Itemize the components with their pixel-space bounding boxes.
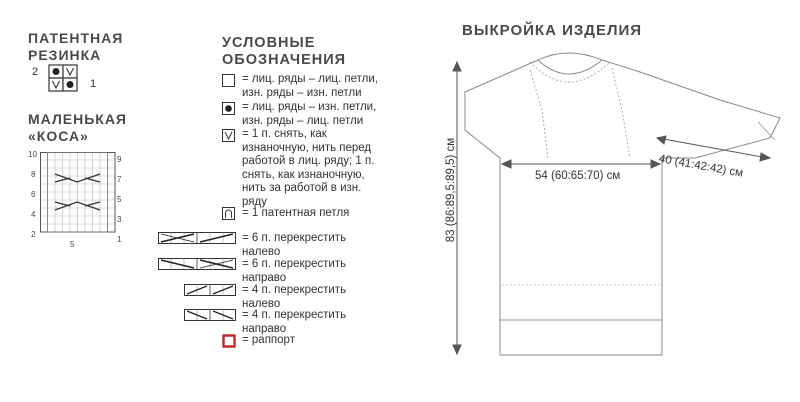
- legend-item-text: [242, 284, 346, 311]
- legend-item-text: [242, 258, 346, 285]
- legend-item-text: [242, 232, 346, 259]
- legend-title-line2: ОБОЗНАЧЕНИЯ: [222, 52, 347, 68]
- legend-line: направо: [242, 322, 287, 335]
- row-number: 6: [31, 190, 36, 199]
- legend-item-text: [242, 207, 349, 221]
- cross-4-left-icon: [184, 284, 236, 296]
- legend-line: нить за работой в изн.: [242, 182, 362, 194]
- cross-6-right-icon: [158, 258, 236, 270]
- row-number: 4: [31, 210, 36, 219]
- dot-square-icon: [222, 102, 235, 115]
- row-number: 3: [117, 215, 122, 224]
- legend-line: = 4 п. перекрестить: [242, 284, 347, 296]
- small-cable-title: [28, 111, 127, 145]
- small-cable-chart: [40, 152, 116, 236]
- legend-line: = лиц. ряды – лиц. петли,: [242, 73, 378, 85]
- repeat-square-icon: [222, 334, 236, 348]
- small-cable-title-line1: МАЛЕНЬКАЯ: [28, 111, 127, 127]
- row-number: 9: [117, 155, 122, 164]
- arch-square-icon: [222, 207, 235, 220]
- legend-line: ряду: [242, 195, 267, 208]
- legend-line: = 6 п. перекрестить: [242, 232, 347, 244]
- cross-6-left-icon: [158, 232, 236, 244]
- legend-line: = раппорт: [242, 334, 295, 346]
- empty-square-icon: [222, 74, 235, 87]
- cross-4-right-icon: [184, 309, 236, 321]
- legend-line: изнаночную, нить перед: [242, 141, 372, 154]
- row-number: 8: [31, 170, 36, 179]
- legend-title: [222, 35, 346, 69]
- small-cable-title-line2: «КОСА»: [28, 128, 89, 144]
- legend-item-text: [242, 101, 376, 128]
- legend-line: налево: [242, 245, 281, 258]
- length-label: 83 (86:89,5:89,5) см: [445, 137, 457, 243]
- legend-line: = 1 патентная петля: [242, 207, 350, 219]
- patent-rib-title-line2: РЕЗИНКА: [28, 47, 102, 63]
- legend-item-text: [242, 73, 378, 100]
- legend-title-line1: УСЛОВНЫЕ: [222, 35, 316, 51]
- v-square-icon: [222, 129, 235, 142]
- patent-rib-title: [28, 30, 123, 64]
- pattern-title: ВЫКРОЙКА ИЗДЕЛИЯ: [462, 22, 643, 39]
- legend-line: налево: [242, 297, 281, 310]
- legend-item-text: [242, 128, 374, 209]
- legend-line: работой в лиц. ряду; 1 п.: [242, 155, 375, 167]
- legend-line: = 4 п. перекрестить: [242, 309, 347, 321]
- patent-rib-title-line1: ПАТЕНТНАЯ: [28, 30, 124, 46]
- legend-line: = 6 п. перекрестить: [242, 258, 347, 270]
- legend-item-text: [242, 334, 295, 348]
- legend-item-text: [242, 309, 346, 336]
- row-number: 10: [28, 150, 37, 159]
- legend-line: изн. ряды – лиц. петли: [242, 114, 364, 127]
- legend-line: снять, как изнаночную,: [242, 168, 365, 181]
- patent-rib-chart: [48, 64, 80, 94]
- legend-line: направо: [242, 271, 287, 284]
- legend-line: = 1 п. снять, как: [242, 128, 327, 140]
- column-number: 5: [70, 240, 75, 249]
- patent-rib-row-right: 1: [90, 78, 97, 90]
- garment-schematic: [430, 40, 800, 402]
- sleeve-label: 40 (41:42:42) см: [657, 153, 744, 180]
- row-number: 2: [31, 230, 36, 239]
- width-label: 54 (60:65:70) см: [535, 170, 621, 182]
- row-number: 7: [117, 175, 122, 184]
- row-number: 1: [117, 235, 122, 244]
- row-number: 5: [117, 195, 122, 204]
- legend-line: изн. ряды – изн. петли: [242, 86, 362, 99]
- legend-line: = лиц. ряды – изн. петли,: [242, 101, 377, 113]
- patent-rib-row-left: 2: [32, 66, 39, 78]
